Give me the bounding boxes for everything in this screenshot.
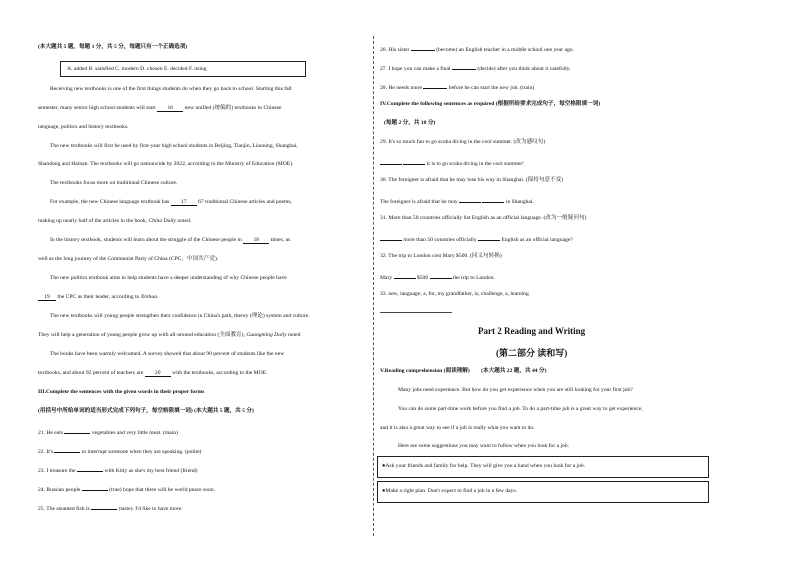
text: before he can start the new job. (train) xyxy=(448,85,535,91)
text: it is to go scuba diving in the cool summer! xyxy=(426,161,524,167)
part-subtitle: (第二部分 读和写) xyxy=(496,348,568,358)
text: 21. He eats xyxy=(38,430,64,436)
text: The foreigner is afraid that he may xyxy=(380,199,458,205)
blank-18[interactable]: 18 xyxy=(243,237,269,244)
blank-16[interactable]: 16 xyxy=(157,105,183,112)
text: new unified (统编的) textbooks in Chinese xyxy=(184,105,282,111)
answer-blank-32b[interactable] xyxy=(430,272,452,279)
text: 24. Russian people xyxy=(38,487,81,493)
text: the CPC as their leader, according to xyxy=(57,294,140,300)
source-name: China Daily xyxy=(148,218,176,224)
text: 26. His sister xyxy=(380,47,410,53)
answer-blank-28[interactable] xyxy=(423,82,447,89)
answer-blank-24[interactable] xyxy=(82,484,108,491)
text: Mary xyxy=(380,275,393,281)
text: 28. He needs more xyxy=(380,85,422,91)
text: semester, many senior high school students will start xyxy=(38,105,156,111)
passage-line: Receiving new textbooks is one of the first things students do when they go back to school. Starting this fall xyxy=(50,86,292,92)
answer-blank-29b[interactable] xyxy=(403,158,425,165)
suggestion-box xyxy=(377,456,709,478)
question-30: 30. The foreigner is afraid that he may lose his way in Shanghai. (保持句意不变) xyxy=(380,177,564,183)
passage-line: Here are some suggestions you may want to follow when you look for a job. xyxy=(398,443,570,449)
text: (本大题共 22 题，共 44 分) xyxy=(481,368,547,374)
passage-line: The books have been warmly welcomed. A survey showed that about 90 percent of students like the new xyxy=(50,351,285,357)
answer-blank-30b[interactable] xyxy=(482,196,504,203)
question-23 xyxy=(38,465,198,475)
question-32: 32. The trip to London cost Mary $500. (同义句转换) xyxy=(380,253,502,259)
text: (decide) after you think about it carefully. xyxy=(477,66,571,72)
question-33: 33. new, language, a, for, my grandfather, is, challenge, a, learning xyxy=(380,291,529,297)
text: with Kitty as she's my best friend (friend) xyxy=(104,468,198,474)
source-name: Guangming Daily xyxy=(246,332,287,338)
word-options: A. added B. satisfied C. modern D. chosen E. decided F. using xyxy=(67,65,207,72)
answer-line-31 xyxy=(380,234,573,244)
question-27 xyxy=(380,63,571,73)
text: English as an official language? xyxy=(501,237,573,243)
section-note: (每题 2 分，共 10 分) xyxy=(384,120,436,126)
question-31: 31. More than 50 countries officially list English as an official language. (改为一般疑问句) xyxy=(380,215,587,221)
text: (taste). I'd like to have more. xyxy=(118,506,183,512)
answer-blank-25[interactable] xyxy=(91,503,117,510)
question-29: 29. It's so much fun to go scuba diving in the cool summer. (改为感叹句) xyxy=(380,139,546,145)
text: (become) an English teacher in a middle school one year ago. xyxy=(436,47,574,53)
question-26 xyxy=(380,44,574,54)
answer-blank-26[interactable] xyxy=(411,44,435,51)
passage-line: The textbooks focus more on traditional Chinese culture. xyxy=(50,180,178,186)
answer-line-33[interactable] xyxy=(380,312,452,313)
answer-line-32 xyxy=(380,272,495,282)
passage-line xyxy=(38,218,191,225)
text: 25. The steamed fish is xyxy=(38,506,90,512)
answer-blank-22[interactable] xyxy=(54,446,80,453)
answer-line-30 xyxy=(380,196,534,206)
text: with the textbooks, according to the MOE. xyxy=(172,370,268,376)
text: making up nearly half of the articles in the book, xyxy=(38,218,148,224)
blank-20[interactable]: 20 xyxy=(145,370,171,377)
passage-line xyxy=(38,370,268,377)
section-title: IV.Complete the following sentences as required (根据所给要求完成句子，每空格限填一词) xyxy=(380,101,601,107)
suggestion-text: ●Ask your friends and family for help. They will give you a hand when you look for a job. xyxy=(382,463,586,469)
source-name: Xinhua. xyxy=(140,294,159,300)
section-title: III.Complete the sentences with the given words in their proper forms xyxy=(38,389,205,395)
suggestion-text: ●Make a right plan. Don't expect to find a job in a few days. xyxy=(382,488,518,494)
text: to interrupt someone when they are speaking. (polite) xyxy=(81,449,202,455)
section-instruction: (本大题共 5 题，每题 1 分，共 5 分，每题只有一个正确选项) xyxy=(38,44,188,50)
passage-line: and it is also a great way to see if a job is really what you want to do. xyxy=(380,425,535,431)
part-title: Part 2 Reading and Writing xyxy=(478,326,586,336)
passage-line: well as the long journey of the Communist Party of China (CPC，中国共产党). xyxy=(38,256,219,262)
text: 22. It's xyxy=(38,449,53,455)
text: more than 50 countries officially xyxy=(403,237,477,243)
suggestion-box xyxy=(377,481,709,503)
text: (true) hope that there will be world peace soon. xyxy=(109,487,216,493)
answer-blank-30a[interactable] xyxy=(459,196,481,203)
passage-line xyxy=(38,332,300,339)
answer-blank-27[interactable] xyxy=(452,63,476,70)
passage-line: Shandong and Hainan. The textbooks will go nationwide by 2022, according to the Ministry of Education (MOE). xyxy=(38,161,294,167)
answer-blank-21[interactable] xyxy=(64,427,90,434)
passage-line: The new textbooks will first be used by first-year high school students in Beijing, Tianjin, Liaoning, Shanghai, xyxy=(50,143,298,149)
passage-line xyxy=(38,199,292,206)
question-28 xyxy=(380,82,534,92)
passage-line xyxy=(38,105,281,112)
text: 27. I hope you can make a final xyxy=(380,66,451,72)
text: 23. I treasure the xyxy=(38,468,76,474)
answer-blank-31b[interactable] xyxy=(478,234,500,241)
text: They will help a generation of young people grow up with all-around education (全面教育), xyxy=(38,332,245,338)
section-note: (用括号中所给单词的适当形式完成下列句子，每空格限填一词) (本大题共 5 题，共 5 分) xyxy=(38,408,254,414)
text: $500 xyxy=(416,275,429,281)
text: noted xyxy=(287,332,301,338)
question-22 xyxy=(38,446,201,456)
question-21 xyxy=(38,427,178,437)
text: 67 traditional Chinese articles and poems, xyxy=(198,199,292,205)
answer-blank-29a[interactable] xyxy=(380,158,402,165)
passage-line xyxy=(38,294,158,301)
answer-line-29 xyxy=(380,158,524,168)
question-24 xyxy=(38,484,215,494)
passage-line: You can do some part-time work before you find a job. To do a part-time job is a great way to get experience, xyxy=(398,406,643,412)
passage-line: Many jobs need experience. But how do you get experience when you are still looking for your first job? xyxy=(398,387,633,393)
passage-line: The new textbooks will young people strengthen their confidence in China's path, theory (理论) system and culture. xyxy=(50,313,310,319)
passage-line xyxy=(38,237,290,244)
answer-blank-32a[interactable] xyxy=(394,272,416,279)
text: For example, the new Chinese language textbook has xyxy=(50,199,170,205)
text: vegetables and very little meat. (main) xyxy=(91,430,178,436)
text: noted. xyxy=(177,218,192,224)
blank-19[interactable]: 19 xyxy=(38,294,56,301)
passage-line: The new politics textbook aims to help students have a deeper understanding of why Chinese people have xyxy=(50,275,287,281)
text: textbooks, and about 92 percent of teachers are xyxy=(38,370,144,376)
column-divider xyxy=(373,36,374,536)
blank-17[interactable]: 17 xyxy=(171,199,197,206)
text: times, as xyxy=(270,237,291,243)
text: the trip to London. xyxy=(452,275,495,281)
text: In the history textbook, students will learn about the struggle of the Chinese people in xyxy=(50,237,242,243)
passage-line: language, politics and history textbooks. xyxy=(38,124,129,130)
question-25 xyxy=(38,503,183,513)
text: in Shanghai. xyxy=(505,199,534,205)
section-title xyxy=(380,368,546,375)
text: V.Reading comprehension (阅读理解) xyxy=(380,368,470,374)
answer-blank-31a[interactable] xyxy=(380,234,402,241)
word-options-box xyxy=(60,61,306,77)
answer-blank-23[interactable] xyxy=(77,465,103,472)
